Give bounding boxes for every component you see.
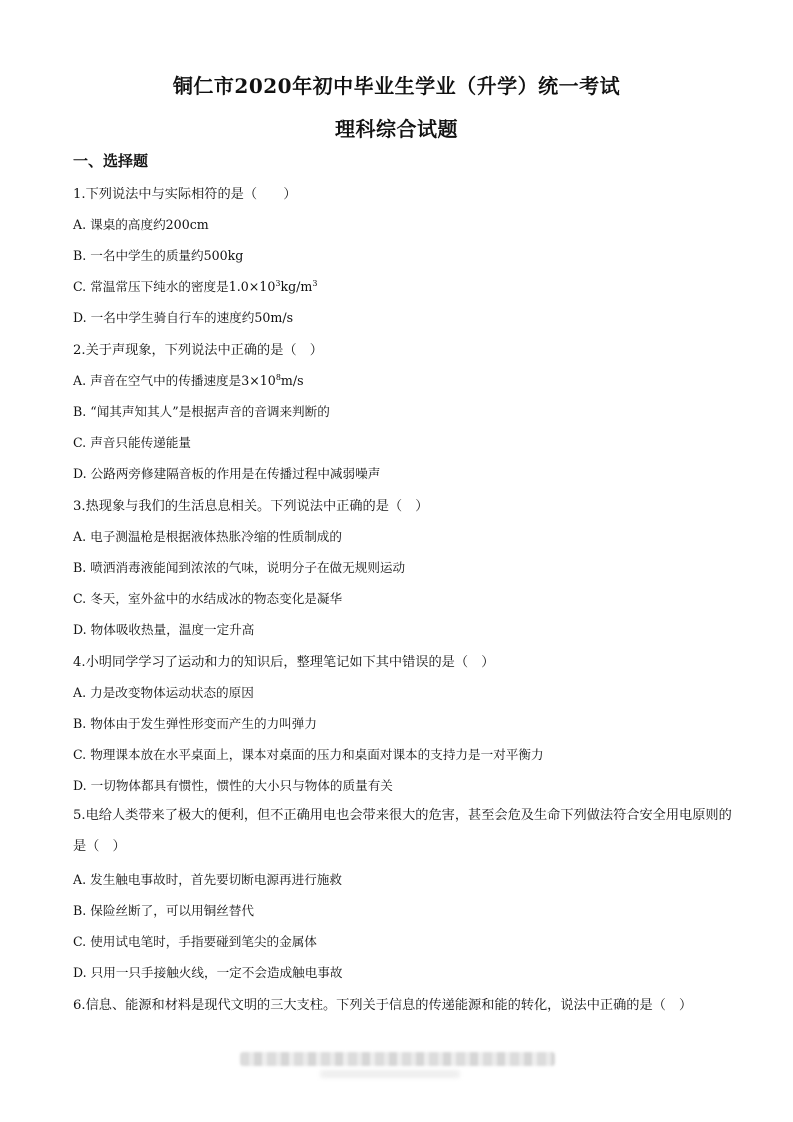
option-unit: kg/m	[280, 279, 313, 294]
question-3-option-b: B. 喷洒消毒液能闻到浓浓的气味，说明分子在做无规则运动	[73, 560, 406, 575]
question-1-option-b: B. 一名中学生的质量约500kg	[73, 248, 244, 263]
superscript: 8	[275, 373, 281, 382]
question-4-option-d: D. 一切物体都具有惯性，惯性的大小只与物体的质量有关	[73, 778, 393, 793]
question-5-option-c: C. 使用试电笔时，手指要碰到笔尖的金属体	[73, 934, 317, 949]
question-2-option-d: D. 公路两旁修建隔音板的作用是在传播过程中减弱噪声	[73, 466, 381, 481]
question-5-option-a: A. 发生触电事故时，首先要切断电源再进行施救	[73, 872, 342, 887]
question-1-option-c	[73, 276, 733, 295]
question-3-option-a: A. 电子测温枪是根据液体热胀冷缩的性质制成的	[73, 529, 342, 544]
question-2-option-a	[73, 370, 733, 389]
question-5-stem: 5.电给人类带来了极大的便利，但不正确用电也会带来很大的危害，甚至会危及生命下列做法符合安全用电原则的是（ ）	[73, 808, 732, 854]
exam-title: 铜仁市2020年初中毕业生学业（升学）统一考试	[172, 74, 621, 98]
question-1-option-a: A. 课桌的高度约200cm	[73, 217, 209, 232]
footer-watermark	[240, 1052, 555, 1066]
question-4-stem: 4.小明同学学习了运动和力的知识后，整理笔记如下其中错误的是（ ）	[73, 655, 495, 670]
question-4-option-a: A. 力是改变物体运动状态的原因	[73, 685, 254, 700]
question-6-stem: 6.信息、能源和材料是现代文明的三大支柱。下列关于信息的传递能源和能的转化，说法中正确的是（ ）	[73, 998, 693, 1013]
question-3-stem: 3.热现象与我们的生活息息相关。下列说法中正确的是（ ）	[73, 499, 429, 514]
question-2-option-c: C. 声音只能传递能量	[73, 435, 191, 450]
superscript: 3	[312, 279, 318, 288]
question-1-option-d: D. 一名中学生骑自行车的速度约50m/s	[73, 310, 294, 325]
question-5-option-b: B. 保险丝断了，可以用铜丝替代	[73, 903, 254, 918]
footer-watermark-shadow	[320, 1070, 460, 1078]
question-2-option-b: B. “闻其声知其人”是根据声音的音调来判断的	[73, 404, 330, 419]
question-5-option-d: D. 只用一只手接触火线，一定不会造成触电事故	[73, 965, 343, 980]
question-3-option-c: C. 冬天，室外盆中的水结成冰的物态变化是凝华	[73, 591, 343, 606]
option-text: A. 声音在空气中的传播速度是3×10	[73, 373, 276, 388]
option-unit: m/s	[280, 373, 304, 388]
question-1-stem: 1.下列说法中与实际相符的是（ ）	[73, 187, 297, 202]
exam-subtitle: 理科综合试题	[335, 117, 458, 141]
section-title: 一、选择题	[73, 152, 149, 170]
question-3-option-d: D. 物体吸收热量，温度一定升高	[73, 622, 255, 637]
question-4-option-b: B. 物体由于发生弹性形变而产生的力叫弹力	[73, 716, 317, 731]
superscript: 3	[275, 279, 281, 288]
question-4-option-c: C. 物理课本放在水平桌面上，课本对桌面的压力和桌面对课本的支持力是一对平衡力	[73, 747, 544, 762]
question-2-stem: 2.关于声现象，下列说法中正确的是（ ）	[73, 343, 323, 358]
option-text: C. 常温常压下纯水的密度是1.0×10	[73, 279, 276, 294]
